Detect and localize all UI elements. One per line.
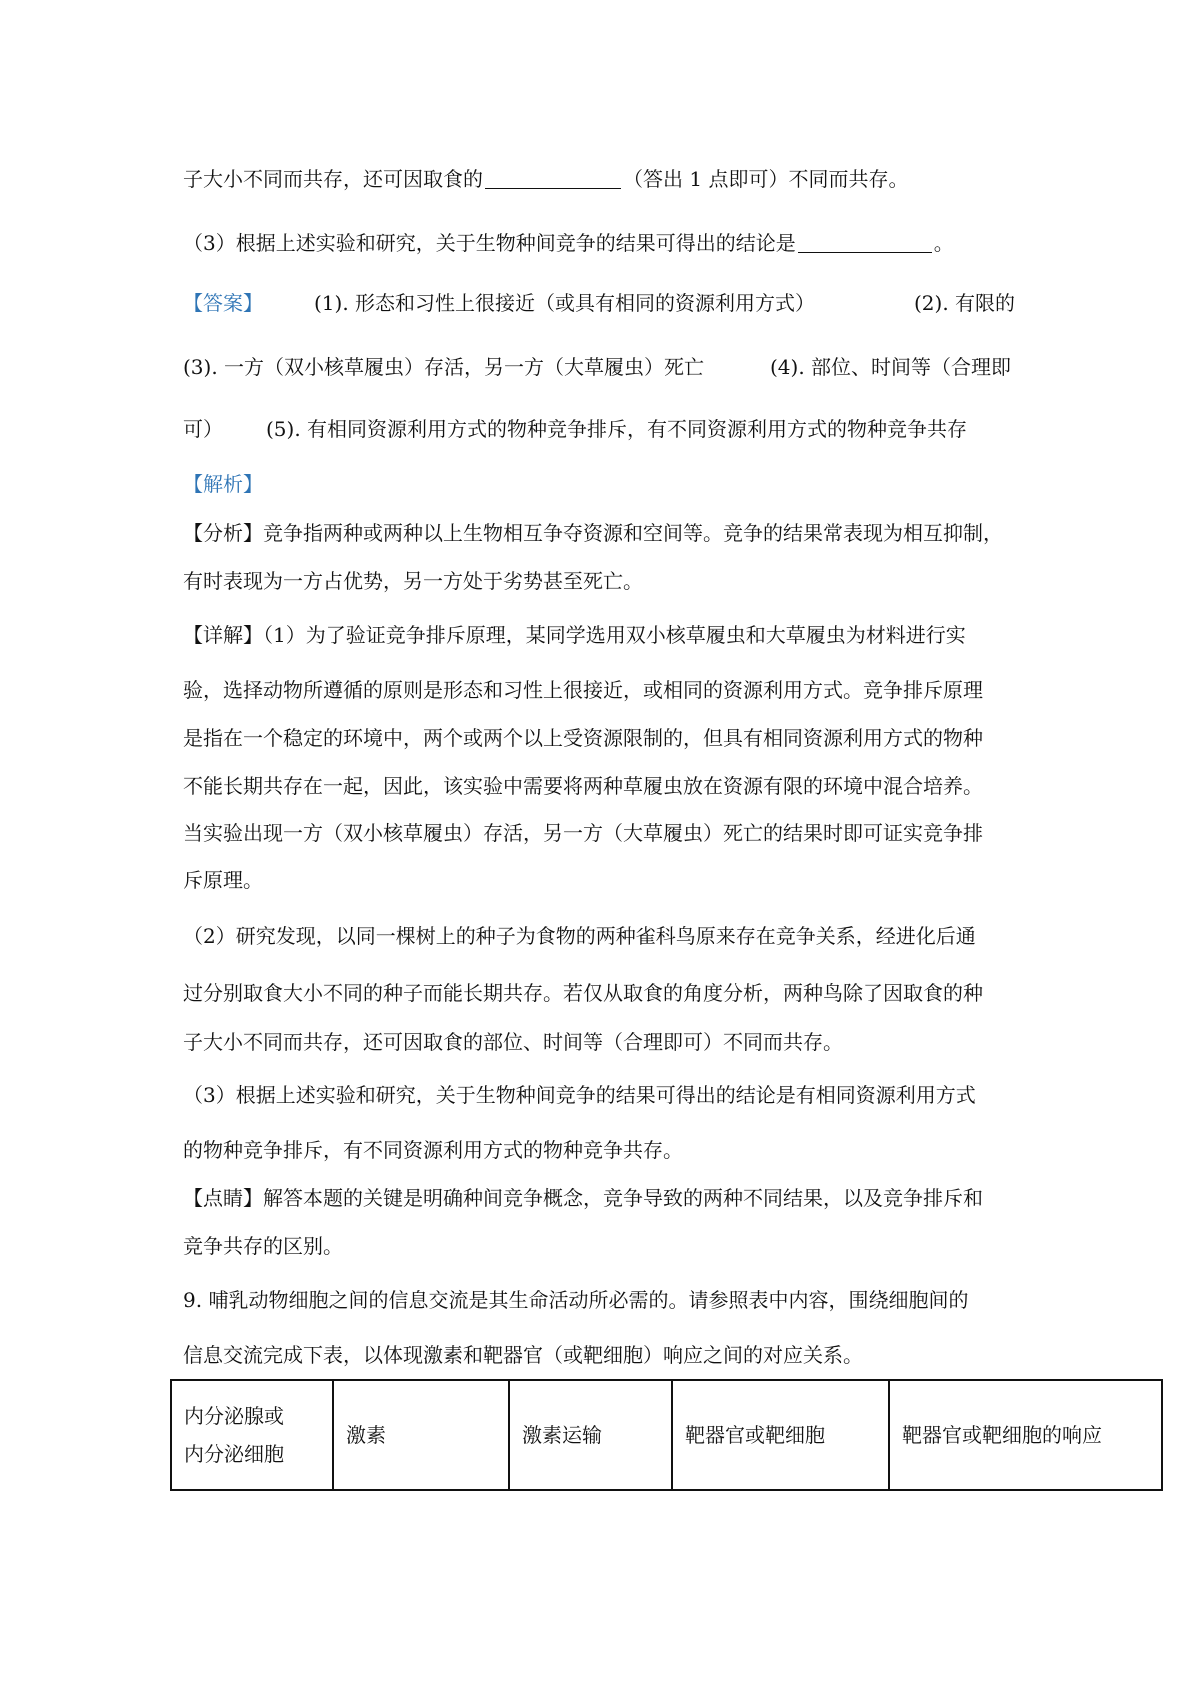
text: 子大小不同而共存，还可因取食的: [183, 167, 483, 191]
analysis-line: 有时表现为一方占优势，另一方处于劣势甚至死亡。: [183, 569, 643, 593]
detail-line: 斥原理。: [183, 868, 263, 892]
question-9-line: 9. 哺乳动物细胞之间的信息交流是其生命活动所必需的。请参照表中内容，围绕细胞间的: [183, 1288, 969, 1312]
analysis-line: 【分析】竞争指两种或两种以上生物相互争夺资源和空间等。竞争的结果常表现为相互抑制，: [183, 521, 1003, 545]
part2-line: （2）研究发现，以同一棵树上的种子为食物的两种雀科鸟原来存在竞争关系，经进化后通: [183, 924, 976, 948]
table-header-cell: [171, 1380, 333, 1490]
text: (4). 部位、时间等（合理即: [770, 355, 1012, 379]
text: (5). 有相同资源利用方式的物种竞争排斥，有不同资源利用方式的物种竞争共存: [266, 417, 968, 441]
table-header-cell: 靶器官或靶细胞的响应: [889, 1380, 1162, 1490]
table-header-cell: 激素运输: [509, 1380, 672, 1490]
answer-2: [914, 293, 1015, 313]
table-header-cell: 靶器官或靶细胞: [672, 1380, 889, 1490]
text: (3). 一方（双小核草履虫）存活，另一方（大草履虫）死亡: [183, 355, 705, 379]
text: 内分泌细胞: [184, 1442, 284, 1466]
table-header-cell: 激素: [333, 1380, 509, 1490]
fill-blank-line-1: [183, 168, 908, 189]
part2-line: 过分别取食大小不同的种子而能长期共存。若仅从取食的角度分析，两种鸟除了因取食的种: [183, 981, 983, 1005]
part2-line: 子大小不同而共存，还可因取食的部位、时间等（合理即可）不同而共存。: [183, 1030, 843, 1054]
detail-line: 是指在一个稳定的环境中，两个或两个以上受资源限制的，但具有相同资源利用方式的物种: [183, 726, 983, 750]
answer-5: [266, 419, 967, 439]
analysis-tag: 【解析】: [183, 472, 263, 496]
detail-line: 验，选择动物所遵循的原则是形态和习性上很接近，或相同的资源利用方式。竞争排斥原理: [183, 678, 983, 702]
text: (2). 有限的: [914, 291, 1016, 315]
detail-line: 【详解】（1）为了验证竞争排斥原理，某同学选用双小核草履虫和大草履虫为材料进行实: [183, 623, 966, 647]
text: 可）: [183, 417, 223, 441]
text: (1). 形态和习性上很接近（或具有相同的资源利用方式）: [314, 291, 816, 315]
part3-line: 的物种竞争排斥，有不同资源利用方式的物种竞争共存。: [183, 1138, 683, 1162]
part3-line: （3）根据上述实验和研究，关于生物种间竞争的结果可得出的结论是有相同资源利用方式: [183, 1083, 976, 1107]
detail-line: 不能长期共存在一起，因此，该实验中需要将两种草履虫放在资源有限的环境中混合培养。: [183, 774, 983, 798]
answer-line-1: [183, 293, 263, 313]
comment-line: 竞争共存的区别。: [183, 1234, 343, 1258]
detail-line: 当实验出现一方（双小核草履虫）存活，另一方（大草履虫）死亡的结果时即可证实竞争排: [183, 821, 983, 845]
question-9-line: 信息交流完成下表，以体现激素和靶器官（或靶细胞）响应之间的对应关系。: [183, 1343, 863, 1367]
answer-blank: [485, 168, 621, 189]
answer-3: [183, 357, 704, 377]
table-header-row: [171, 1380, 1162, 1490]
comment-line: 【点睛】解答本题的关键是明确种间竞争概念，竞争导致的两种不同结果，以及竞争排斥和: [183, 1186, 983, 1210]
answer-4: [770, 357, 1011, 377]
answer-1: [314, 293, 815, 313]
text: 。: [933, 231, 954, 255]
answer-4-cont: [183, 419, 223, 439]
answer-tag: 【答案】: [183, 291, 263, 315]
text: 内分泌腺或: [184, 1404, 284, 1428]
fill-blank-line-2: [183, 232, 954, 253]
hormone-table: [170, 1379, 1163, 1491]
text: （答出 1 点即可）不同而共存。: [623, 167, 909, 191]
text: （3）根据上述实验和研究，关于生物种间竞争的结果可得出的结论是: [183, 231, 796, 255]
answer-blank: [798, 232, 932, 253]
